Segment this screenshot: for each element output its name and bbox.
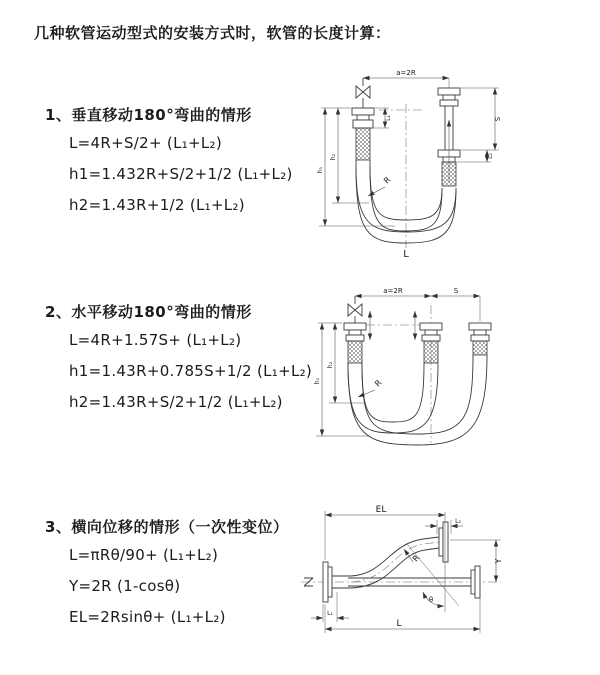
dim-label-l1: L₁ [385,115,392,121]
formula-line: h2=1.43R+S/2+1/2 (L₁+L₂) [69,393,283,411]
fitting-flange [443,522,448,562]
hose-curve [362,355,473,434]
fitting-flange [439,528,443,556]
section-1-heading: 1、垂直移动180°弯曲的情形 [45,106,252,124]
hose-curve [351,537,439,576]
diagram-horizontal-180-bend [308,283,588,453]
braided-sleeve [473,341,487,355]
angle-arc [423,592,444,606]
fitting-hex [353,120,373,128]
braided-sleeve [348,341,362,363]
section-2 [0,301,320,421]
dim-label-a2r: a=2R [383,287,403,295]
document-title: 几种软管运动型式的安装方式时，软管的长度计算： [34,24,391,42]
fitting-flange [328,567,332,597]
fitting-hex [422,335,440,341]
dim-label-l2: L₂ [487,153,494,159]
fitting-flange [469,323,491,330]
diagram-lateral-displacement [293,500,593,648]
dim-label-l2: L₂ [455,518,461,525]
formula-line: Y=2R (1-cosθ) [69,577,181,595]
fitting-flange [344,323,366,330]
radius-label-r: R [373,378,384,389]
hose-curve [362,363,424,422]
radius-label-r: R [382,175,393,186]
formula-line: L=4R+1.57S+ (L₁+L₂) [69,331,242,349]
valve-icon [348,304,362,316]
fitting-nut [357,115,369,120]
dim-label-h2: h₂ [330,153,337,161]
fitting-hex [440,100,458,106]
fitting-nut [349,330,361,335]
fitting-flange [352,108,374,115]
fitting-nut [443,95,455,100]
fitting-hex [346,335,364,341]
section-3 [0,516,320,636]
hose-center-line [351,542,439,582]
radius-label-r: R [410,553,422,564]
hose-curve [348,363,438,433]
dim-label-s: S [494,116,502,122]
section-2-heading: 2、水平移动180°弯曲的情形 [45,303,252,321]
fitting-flange [420,323,442,330]
formula-line: L=πRθ/90+ (L₁+L₂) [69,546,219,564]
formula-line: h2=1.43R+1/2 (L₁+L₂) [69,196,245,214]
dim-label-y: Y [494,558,503,564]
fitting-flange [323,562,328,602]
braided-sleeve [424,341,438,363]
formula-line: h1=1.432R+S/2+1/2 (L₁+L₂) [69,165,293,183]
valve-icon [356,86,370,98]
fitting-flange [438,88,460,95]
length-label-l: L [403,249,409,260]
dim-label-h1: h₁ [317,166,324,174]
fitting-flange [475,566,480,598]
formula-line: h1=1.43R+0.785S+1/2 (L₁+L₂) [69,362,313,380]
angle-label-theta: θ [428,596,434,604]
fitting-nut [474,330,486,335]
braided-sleeve [356,128,370,160]
dim-label-a2r: a=2R [396,69,416,77]
hose-curve [348,355,487,445]
dim-label-h1: h₁ [314,377,321,385]
fitting-nut [425,330,437,335]
leader-line [358,390,375,397]
dim-label-l1: L₁ [327,610,333,617]
diagram-vertical-180-bend [305,62,585,262]
fitting-flange [471,570,475,594]
section-3-heading: 3、横向位移的情形（一次性变位） [45,518,289,536]
section-1 [0,104,320,224]
dim-label-l: L [396,619,402,629]
dim-label-s: S [453,287,459,295]
formula-line: L=4R+S/2+ (L₁+L₂) [69,134,223,152]
fitting-hex [471,335,489,341]
dim-label-h2: h₂ [327,361,334,369]
formula-line: EL=2Rsinθ+ (L₁+L₂) [69,608,226,626]
dim-label-el: EL [375,505,387,515]
